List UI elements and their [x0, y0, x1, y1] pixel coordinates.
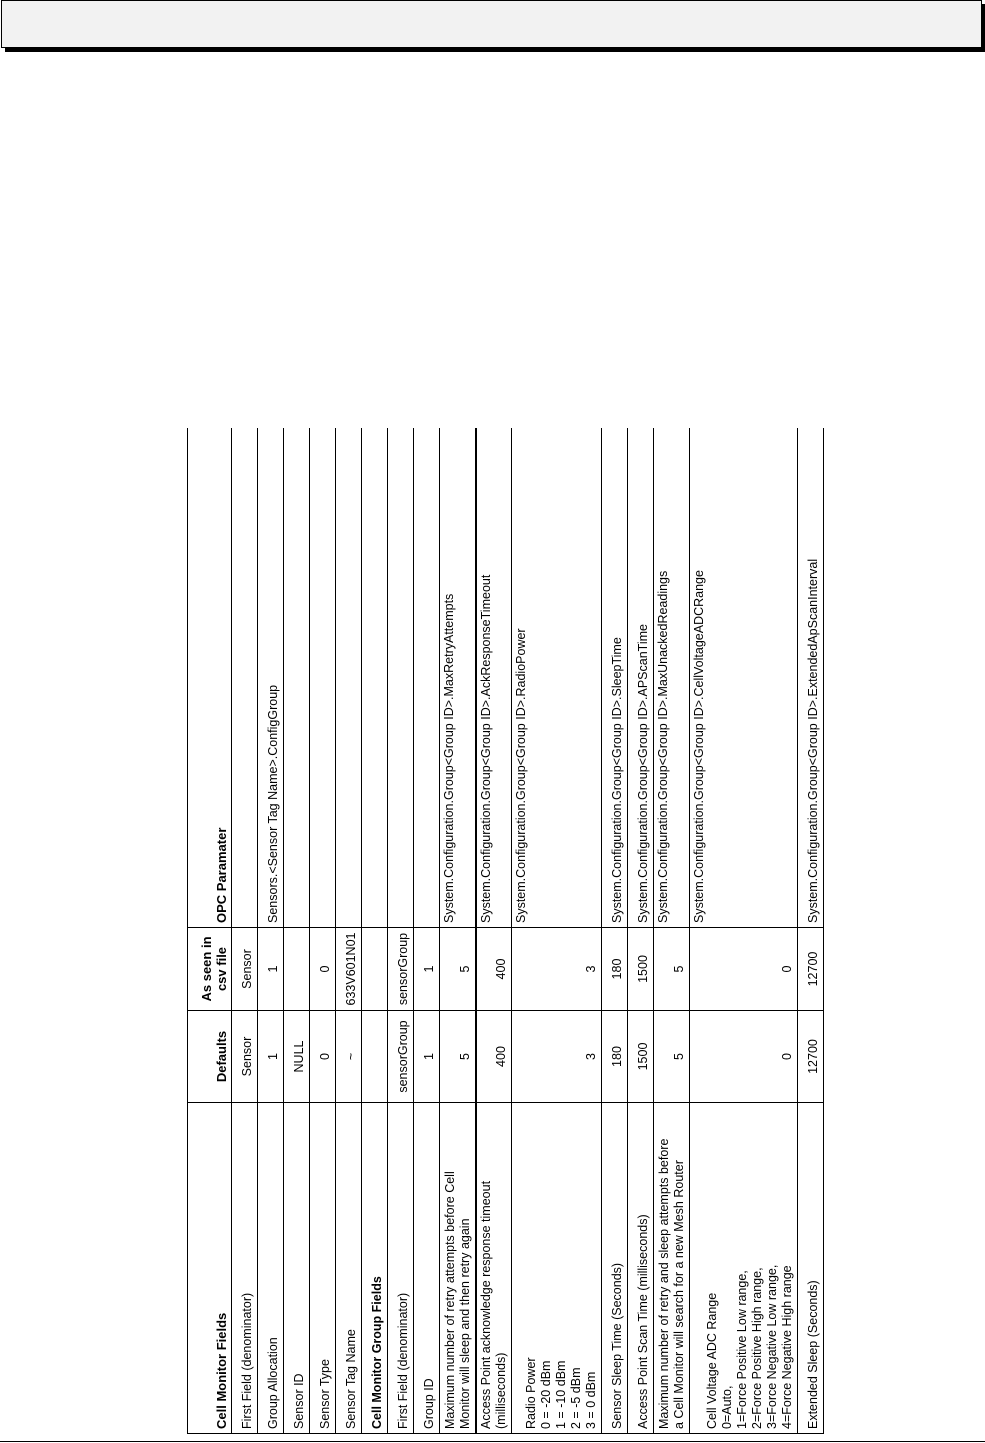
cell-csv-value: Sensor — [232, 928, 258, 1011]
cell-csv-value: 1 — [258, 928, 284, 1011]
table-row — [440, 428, 476, 1434]
cell-field-name: First Field (denominator) — [232, 1103, 258, 1434]
cell-default: 3 — [512, 1011, 602, 1103]
cell-opc-parameter: System.Configuration.Group<Group ID>.AckResponseTimeout — [476, 428, 512, 928]
cell-default: 12700 — [798, 1011, 824, 1103]
header-csv: As seen in csv file — [188, 928, 232, 1011]
cell-opc-parameter: System.Configuration.Group<Group ID>.MaxRetryAttempts — [440, 428, 476, 928]
cell-default: ~ — [336, 1011, 362, 1103]
cell-csv-value: 633V601N01 — [336, 928, 362, 1011]
cell-field-name: Sensor Sleep Time (Seconds) — [602, 1103, 628, 1434]
cell-field-name: Maximum number of retry and sleep attempts before a Cell Monitor will search for a new Mesh Router — [654, 1103, 690, 1434]
cell-csv-value: 0 — [310, 928, 336, 1011]
cell-csv-value: 12700 — [798, 928, 824, 1011]
cell-opc-parameter — [414, 428, 440, 928]
cell-csv-value: 1500 — [628, 928, 654, 1011]
table-section-row — [362, 428, 388, 1434]
cell-field-name: Sensor Type — [310, 1103, 336, 1434]
cell-opc-parameter: System.Configuration.Group<Group ID>.APScanTime — [628, 428, 654, 928]
cell-csv-value — [362, 928, 388, 1011]
cell-default: Sensor — [232, 1011, 258, 1103]
cell-opc-parameter: System.Configuration.Group<Group ID>.RadioPower — [512, 428, 602, 928]
cell-opc-parameter: System.Configuration.Group<Group ID>.CellVoltageADCRange — [690, 428, 798, 928]
cell-field-name: Group Allocation — [258, 1103, 284, 1434]
header-defaults: Defaults — [188, 1011, 232, 1103]
cell-field-name: Extended Sleep (Seconds) — [798, 1103, 824, 1434]
cell-csv-value: 180 — [602, 928, 628, 1011]
table-row — [690, 428, 798, 1434]
cell-csv-value: 400 — [476, 928, 512, 1011]
cell-opc-parameter — [232, 428, 258, 928]
cell-opc-parameter: Sensors.<Sensor Tag Name>.ConfigGroup — [258, 428, 284, 928]
cell-field-name: Access Point Scan Time (milliseconds) — [628, 1103, 654, 1434]
cell-opc-parameter — [284, 428, 310, 928]
cell-field-name: Sensor ID — [284, 1103, 310, 1434]
cell-csv-value: sensorGroup — [388, 928, 414, 1011]
cell-default: 1 — [414, 1011, 440, 1103]
cell-default: 1 — [258, 1011, 284, 1103]
cell-default: 1500 — [628, 1011, 654, 1103]
rotated-table-region — [187, 428, 888, 1434]
cell-field-name: Maximum number of retry attempts before Cell Monitor will sleep and then retry again — [440, 1103, 476, 1434]
cell-csv-value: 5 — [654, 928, 690, 1011]
page-header-bar — [1, 0, 982, 48]
table-row — [284, 428, 310, 1434]
table-row — [654, 428, 690, 1434]
cell-csv-value: 0 — [690, 928, 798, 1011]
cell-opc-parameter — [336, 428, 362, 928]
header-cell-monitor-fields: Cell Monitor Fields — [188, 1103, 232, 1434]
cell-default: NULL — [284, 1011, 310, 1103]
cell-opc-parameter — [388, 428, 414, 928]
cell-opc-parameter: System.Configuration.Group<Group ID>.ExtendedApScanInterval — [798, 428, 824, 928]
cell-default: 5 — [440, 1011, 476, 1103]
table-row — [512, 428, 602, 1434]
cell-opc-parameter: System.Configuration.Group<Group ID>.SleepTime — [602, 428, 628, 928]
cell-opc-parameter — [310, 428, 336, 928]
table-row — [628, 428, 654, 1434]
cell-field-name: Sensor Tag Name — [336, 1103, 362, 1434]
cell-default: 180 — [602, 1011, 628, 1103]
cell-default: 0 — [310, 1011, 336, 1103]
cell-field-name: Cell Voltage ADC Range 0=Auto, 1=Force Positive Low range, 2=Force Positive High range, 3=Force Negative Low range, 4=Force Negative High range — [690, 1103, 798, 1434]
table-row — [414, 428, 440, 1434]
cell-field-name: Radio Power 0 = -20 dBm 1 = -10 dBm 2 = -5 dBm 3 = 0 dBm — [512, 1103, 602, 1434]
cell-field-name: First Field (denominator) — [388, 1103, 414, 1434]
table-row — [388, 428, 414, 1434]
cell-field-name: Group ID — [414, 1103, 440, 1434]
cell-default: 5 — [654, 1011, 690, 1103]
table-row — [336, 428, 362, 1434]
cell-default: 400 — [476, 1011, 512, 1103]
header-opc-parameter: OPC Paramater — [188, 428, 232, 928]
cell-csv-value — [284, 928, 310, 1011]
table-row — [258, 428, 284, 1434]
rotated-table-frame — [187, 428, 888, 1434]
cell-field-name: Access Point acknowledge response timeout (milliseconds) — [476, 1103, 512, 1434]
table-row — [310, 428, 336, 1434]
cell-default — [362, 1011, 388, 1103]
table-header-row — [188, 428, 232, 1434]
cell-csv-value: 5 — [440, 928, 476, 1011]
table-row — [476, 428, 512, 1434]
cell-csv-value: 1 — [414, 928, 440, 1011]
cell-csv-value: 3 — [512, 928, 602, 1011]
table-row — [232, 428, 258, 1434]
cell-default: 0 — [690, 1011, 798, 1103]
cell-field-name: Cell Monitor Group Fields — [362, 1103, 388, 1434]
cell-monitor-config-table — [187, 428, 824, 1434]
bottom-rule — [0, 1441, 985, 1442]
cell-opc-parameter: System.Configuration.Group<Group ID>.MaxUnackedReadings — [654, 428, 690, 928]
table-row — [798, 428, 824, 1434]
table-row — [602, 428, 628, 1434]
cell-default: sensorGroup — [388, 1011, 414, 1103]
cell-opc-parameter — [362, 428, 388, 928]
table-body — [232, 428, 824, 1434]
